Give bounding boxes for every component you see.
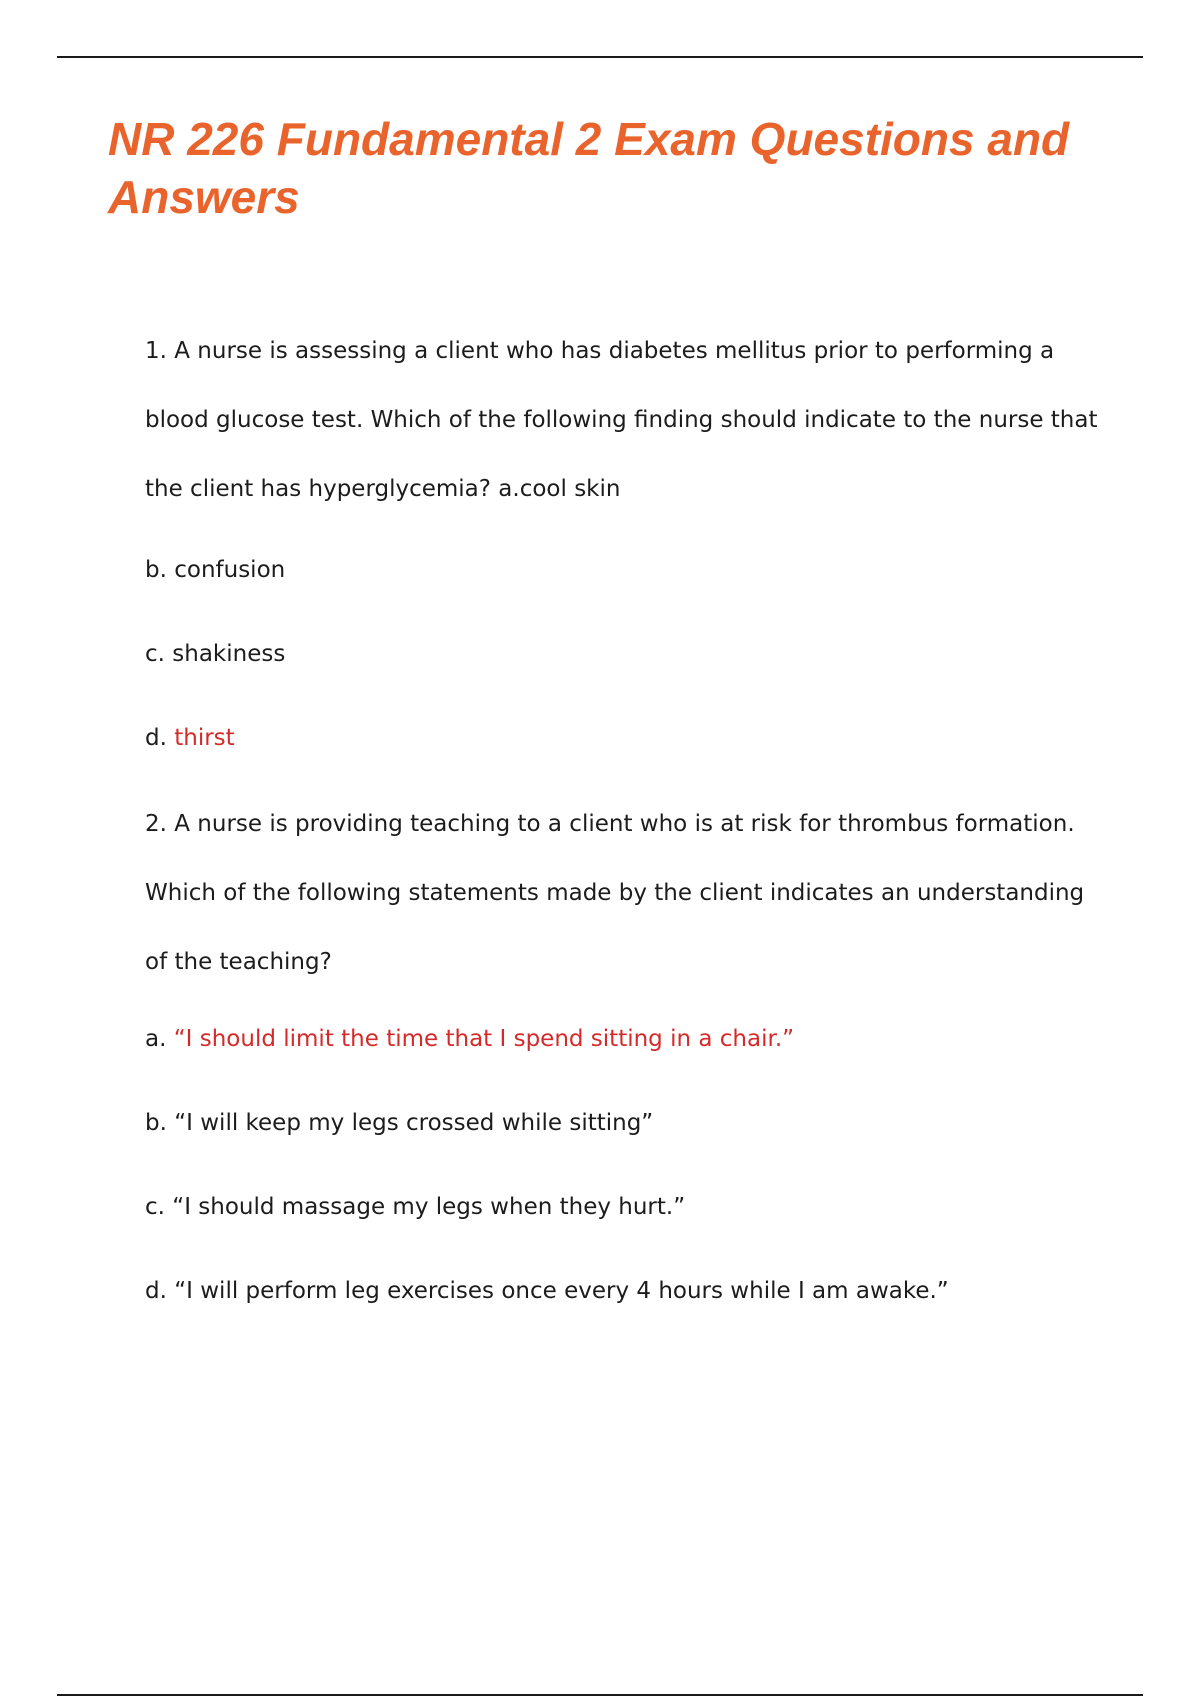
option-prefix: b.: [145, 557, 175, 583]
top-rule: [57, 56, 1143, 58]
option-prefix: b.: [145, 1110, 175, 1136]
option-prefix: d.: [145, 1278, 175, 1304]
correct-answer-text: “I should limit the time that I spend sitting in a chair.”: [173, 1026, 795, 1052]
question-2-stem: 2. A nurse is providing teaching to a client who is at risk for thrombus formation. Which of the following statements made by the client indicates an understanding of the teaching?: [145, 811, 1085, 975]
option-text: confusion: [174, 557, 286, 583]
question-1-option-c: [145, 612, 1105, 696]
option-text: “I will keep my legs crossed while sitting”: [174, 1110, 654, 1136]
question-2-option-c: [145, 1165, 1105, 1249]
question-1-option-d: [145, 696, 1105, 780]
option-prefix: a.: [145, 1026, 174, 1052]
question-1-stem: 1. A nurse is assessing a client who has diabetes mellitus prior to performing a blood glucose test. Which of the following finding should indicate to the nurse that the client has hyperglycemia? a.cool skin: [145, 338, 1098, 502]
option-prefix: c.: [145, 641, 173, 667]
correct-answer-text: thirst: [174, 725, 235, 751]
document-title: NR 226 Fundamental 2 Exam Questions and Answers: [108, 113, 1070, 223]
option-prefix: d.: [145, 725, 175, 751]
option-text: “I should massage my legs when they hurt.”: [172, 1194, 686, 1220]
option-text: shakiness: [172, 641, 286, 667]
question-1: [145, 317, 1105, 780]
question-2-option-a: [145, 997, 1105, 1081]
option-text: “I will perform leg exercises once every 4 hours while I am awake.”: [174, 1278, 949, 1304]
question-1-option-b: [145, 528, 1105, 612]
question-2: [145, 790, 1105, 1333]
question-2-option-b: [145, 1081, 1105, 1165]
bottom-rule: [57, 1694, 1143, 1696]
question-2-option-d: [145, 1249, 1105, 1333]
option-prefix: c.: [145, 1194, 173, 1220]
